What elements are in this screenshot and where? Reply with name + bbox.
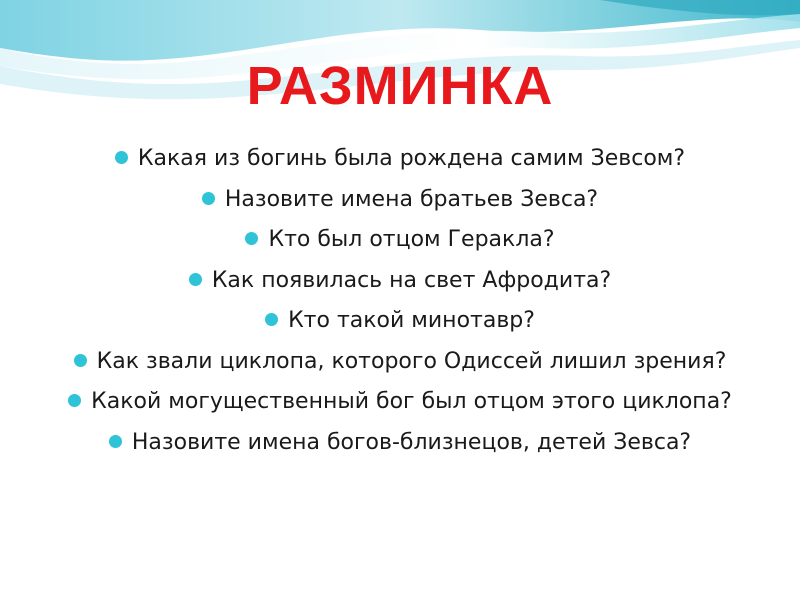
list-item <box>40 264 760 297</box>
bullet-icon <box>202 192 215 205</box>
list-item <box>40 304 760 337</box>
bullet-icon <box>109 435 122 448</box>
list-item <box>40 223 760 256</box>
question-text: Как появилась на свет Афродита? <box>211 267 612 293</box>
bullet-icon <box>265 313 278 326</box>
list-item <box>40 426 760 459</box>
slide-title: РАЗМИНКА <box>246 56 554 116</box>
question-text: Кто был отцом Геракла? <box>268 227 555 252</box>
list-item <box>40 183 760 216</box>
question-text: Назовите имена братьев Зевса? <box>224 186 599 212</box>
list-item <box>40 385 760 418</box>
bullet-icon <box>245 232 258 245</box>
bullet-icon <box>74 354 87 367</box>
bullet-icon <box>68 394 81 407</box>
list-item <box>40 142 760 175</box>
question-text: Какой могущественный бог был отцом этого циклопа? <box>91 389 732 414</box>
question-text: Назовите имена богов-близнецов, детей Зевса? <box>131 429 692 455</box>
list-item <box>40 345 760 378</box>
bullet-icon <box>189 273 202 286</box>
question-text: Какая из богинь была рождена самим Зевсом? <box>137 146 686 171</box>
question-list <box>40 142 760 466</box>
question-text: Кто такой минотавр? <box>288 308 535 333</box>
bullet-icon <box>115 151 128 164</box>
question-text: Как звали циклопа, которого Одиссей лишил зрения? <box>96 348 727 374</box>
